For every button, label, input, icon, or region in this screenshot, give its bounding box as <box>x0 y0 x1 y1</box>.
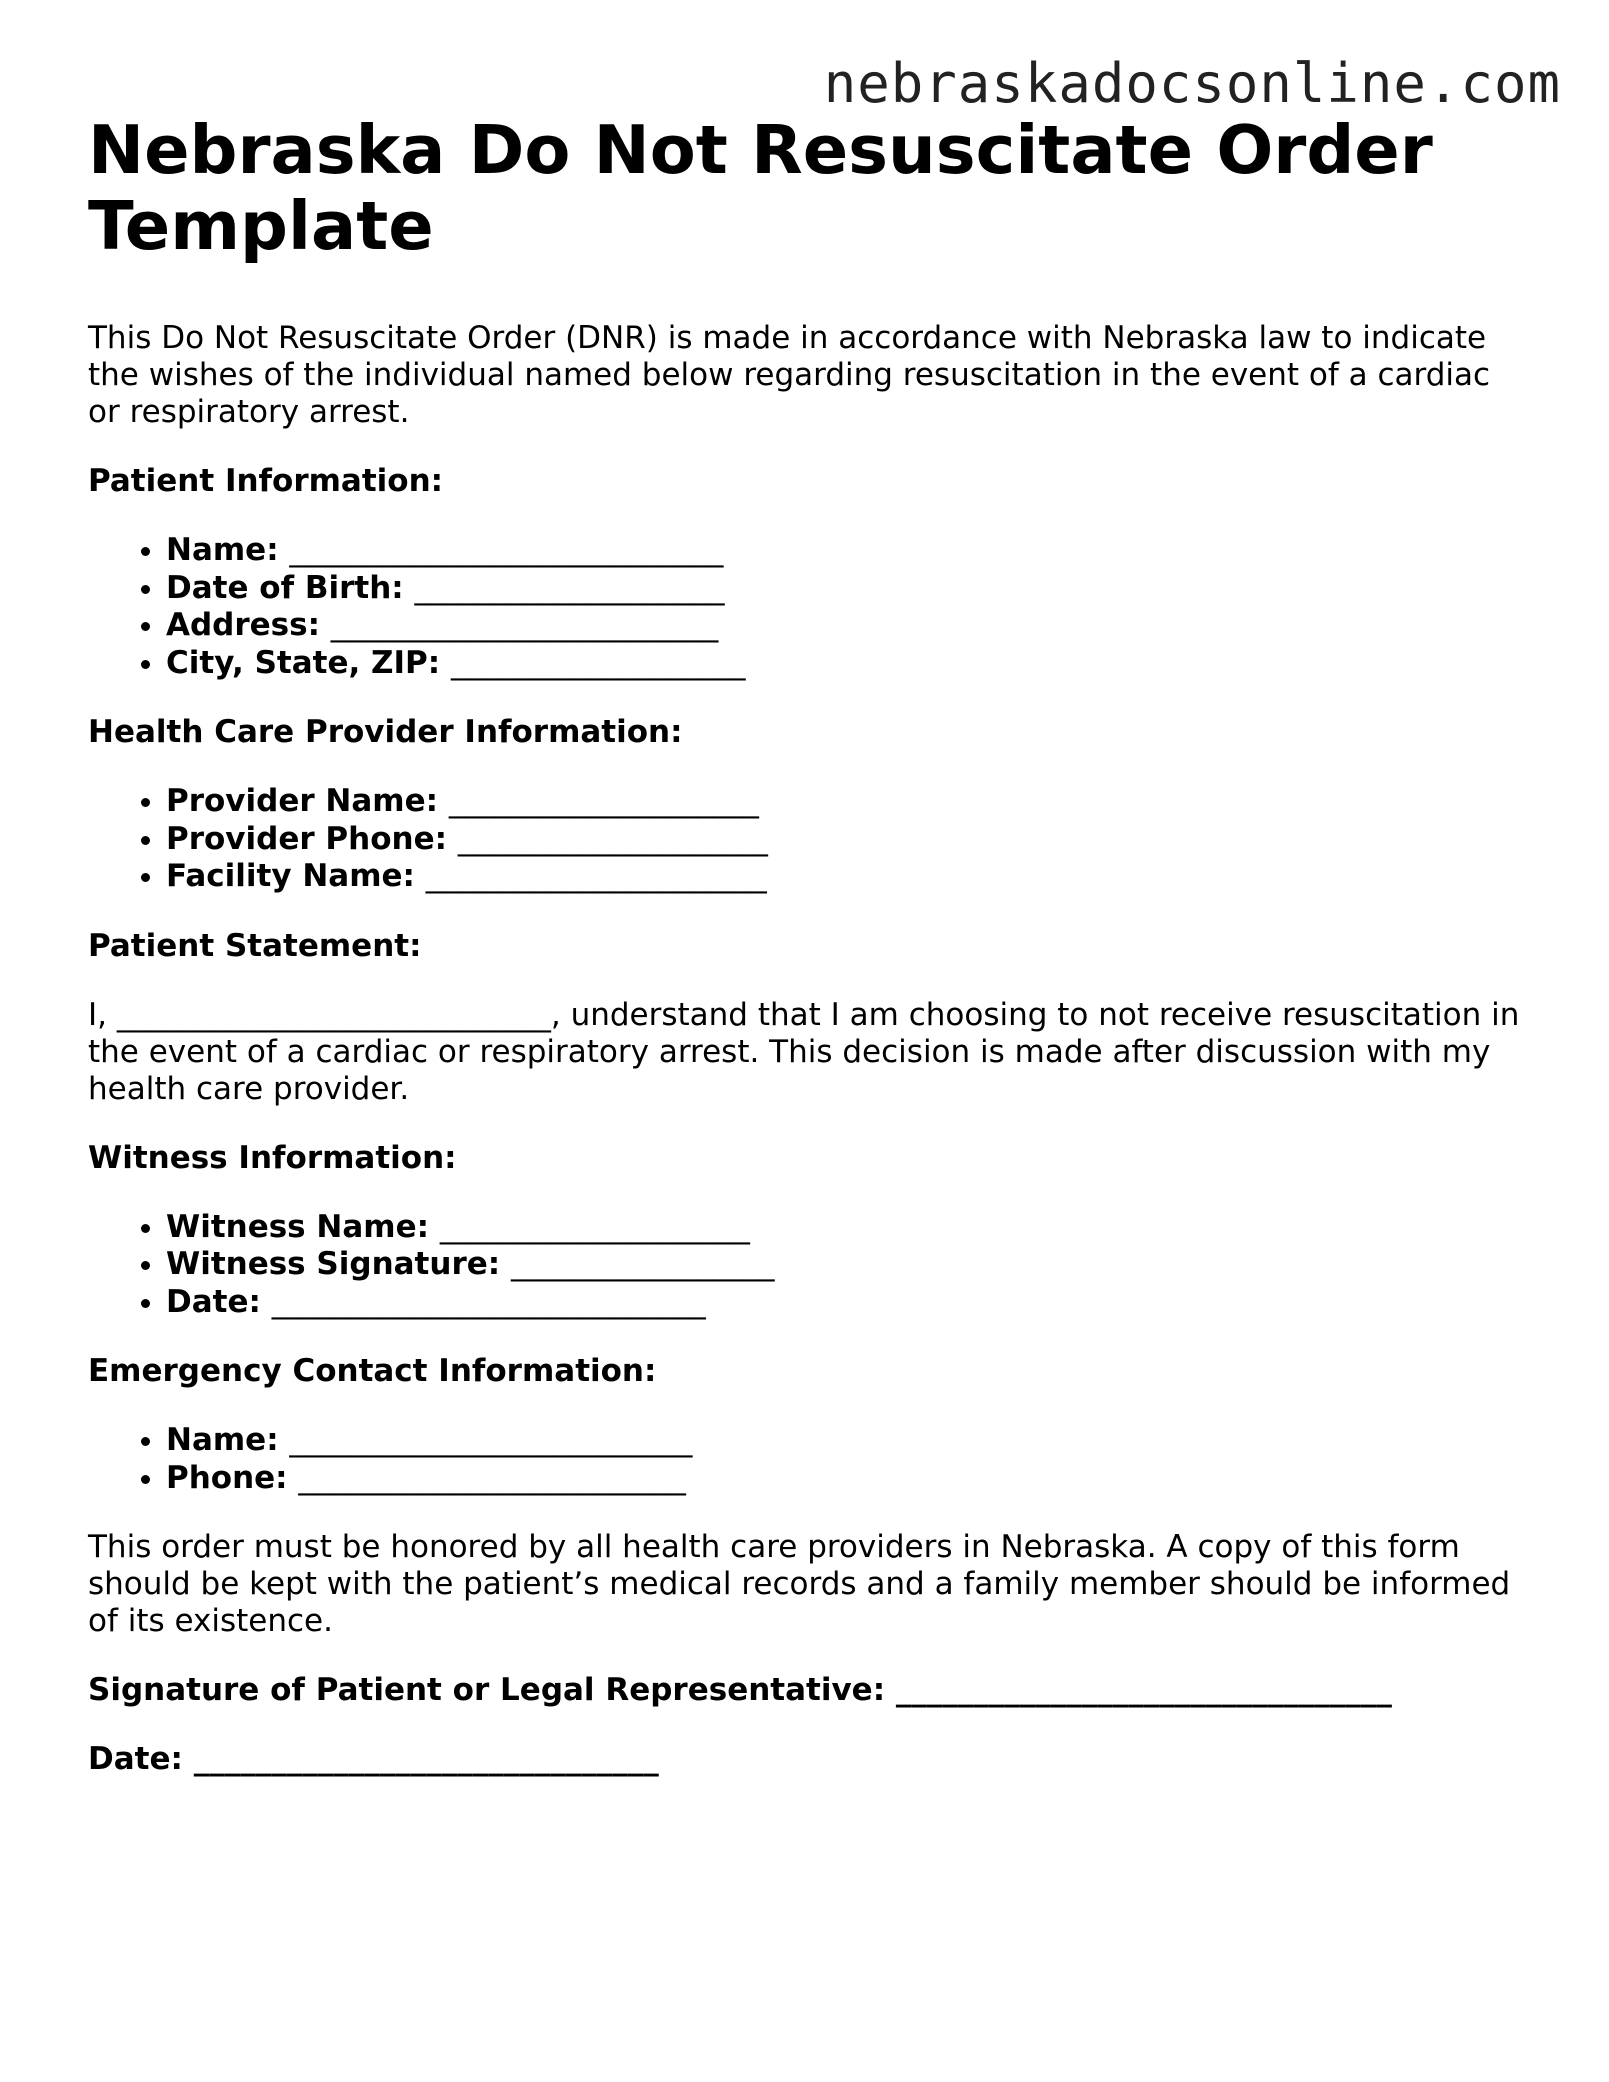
patient-city-state-zip-field[interactable] <box>166 645 1528 683</box>
witness-signature-field[interactable] <box>166 1246 1528 1284</box>
field-label: Witness Signature: <box>166 1246 501 1282</box>
date-field[interactable] <box>88 1741 1528 1778</box>
signature-blank[interactable]: ________________________________ <box>895 1672 1392 1708</box>
provider-name-field[interactable] <box>166 783 1528 821</box>
field-label: Date of Birth: <box>166 569 404 606</box>
statement-text: , understand that I am choosing to not receive resuscitation in the event of a cardiac or respiratory arrest. This decision is made after discussion with my health care provider. <box>88 996 1520 1107</box>
date-label: Date: <box>88 1741 183 1777</box>
fill-in-blank[interactable]: _________________________ <box>298 1459 686 1496</box>
patient-dob-field[interactable] <box>166 570 1528 608</box>
field-label: Address: <box>166 607 320 643</box>
fill-in-blank[interactable]: ____________________________ <box>289 532 724 568</box>
fill-in-blank[interactable]: ______________________ <box>425 858 767 894</box>
signature-field[interactable] <box>88 1672 1528 1709</box>
fill-in-blank[interactable]: ___________________ <box>450 644 746 681</box>
field-label: Witness Name: <box>166 1208 430 1245</box>
intro-paragraph: This Do Not Resuscitate Order (DNR) is made in accordance with Nebraska law to indicate the wishes of the individual named below regarding resuscitation in the event of a cardiac or respiratory arrest. <box>88 320 1491 430</box>
facility-name-field[interactable] <box>166 858 1528 896</box>
fill-in-blank[interactable]: ____________________ <box>414 569 725 606</box>
fill-in-blank[interactable]: ____________________________ <box>271 1283 706 1320</box>
closing-paragraph: This order must be honored by all health care providers in Nebraska. A copy of this form should be kept with the patient’s medical records and a family member should be informed of its existence. <box>88 1529 1511 1639</box>
field-label: Provider Name: <box>166 783 439 819</box>
witness-info-list <box>88 1209 1528 1322</box>
emergency-contact-heading: Emergency Contact Information: <box>88 1353 657 1389</box>
fill-in-blank[interactable]: ____________________ <box>439 1208 750 1245</box>
statement-prefix: I, <box>88 996 107 1033</box>
witness-info-heading: Witness Information: <box>88 1139 457 1176</box>
statement-name-blank[interactable]: ____________________________ <box>116 996 551 1033</box>
witness-date-field[interactable] <box>166 1284 1528 1322</box>
provider-info-heading: Health Care Provider Information: <box>88 714 683 750</box>
emergency-contact-list <box>88 1422 1528 1497</box>
field-label: City, State, ZIP: <box>166 644 441 681</box>
fill-in-blank[interactable]: ____________________ <box>448 783 759 819</box>
field-label: Name: <box>166 1422 279 1458</box>
patient-info-heading: Patient Information: <box>88 463 444 499</box>
emergency-name-field[interactable] <box>166 1422 1528 1460</box>
field-label: Facility Name: <box>166 858 415 894</box>
patient-statement-heading: Patient Statement: <box>88 927 422 964</box>
field-label: Provider Phone: <box>166 820 448 857</box>
fill-in-blank[interactable]: ____________________ <box>457 820 768 857</box>
field-label: Date: <box>166 1283 261 1320</box>
provider-phone-field[interactable] <box>166 821 1528 859</box>
emergency-phone-field[interactable] <box>166 1460 1528 1498</box>
date-blank[interactable]: ______________________________ <box>193 1741 659 1777</box>
field-label: Name: <box>166 532 279 568</box>
witness-name-field[interactable] <box>166 1209 1528 1247</box>
fill-in-blank[interactable]: _________________________ <box>330 607 719 643</box>
fill-in-blank[interactable]: __________________________ <box>289 1422 693 1458</box>
fill-in-blank[interactable]: _________________ <box>510 1246 775 1282</box>
field-label: Phone: <box>166 1459 288 1496</box>
patient-statement-paragraph <box>88 997 1528 1108</box>
provider-info-list <box>88 783 1528 896</box>
patient-info-list <box>88 532 1528 682</box>
signature-label: Signature of Patient or Legal Representative: <box>88 1672 886 1708</box>
document-title: Nebraska Do Not Resuscitate Order Template <box>88 111 1433 265</box>
document-page <box>88 112 1528 1778</box>
patient-address-field[interactable] <box>166 607 1528 645</box>
watermark: nebraskadocsonline.com <box>823 52 1561 115</box>
patient-name-field[interactable] <box>166 532 1528 570</box>
